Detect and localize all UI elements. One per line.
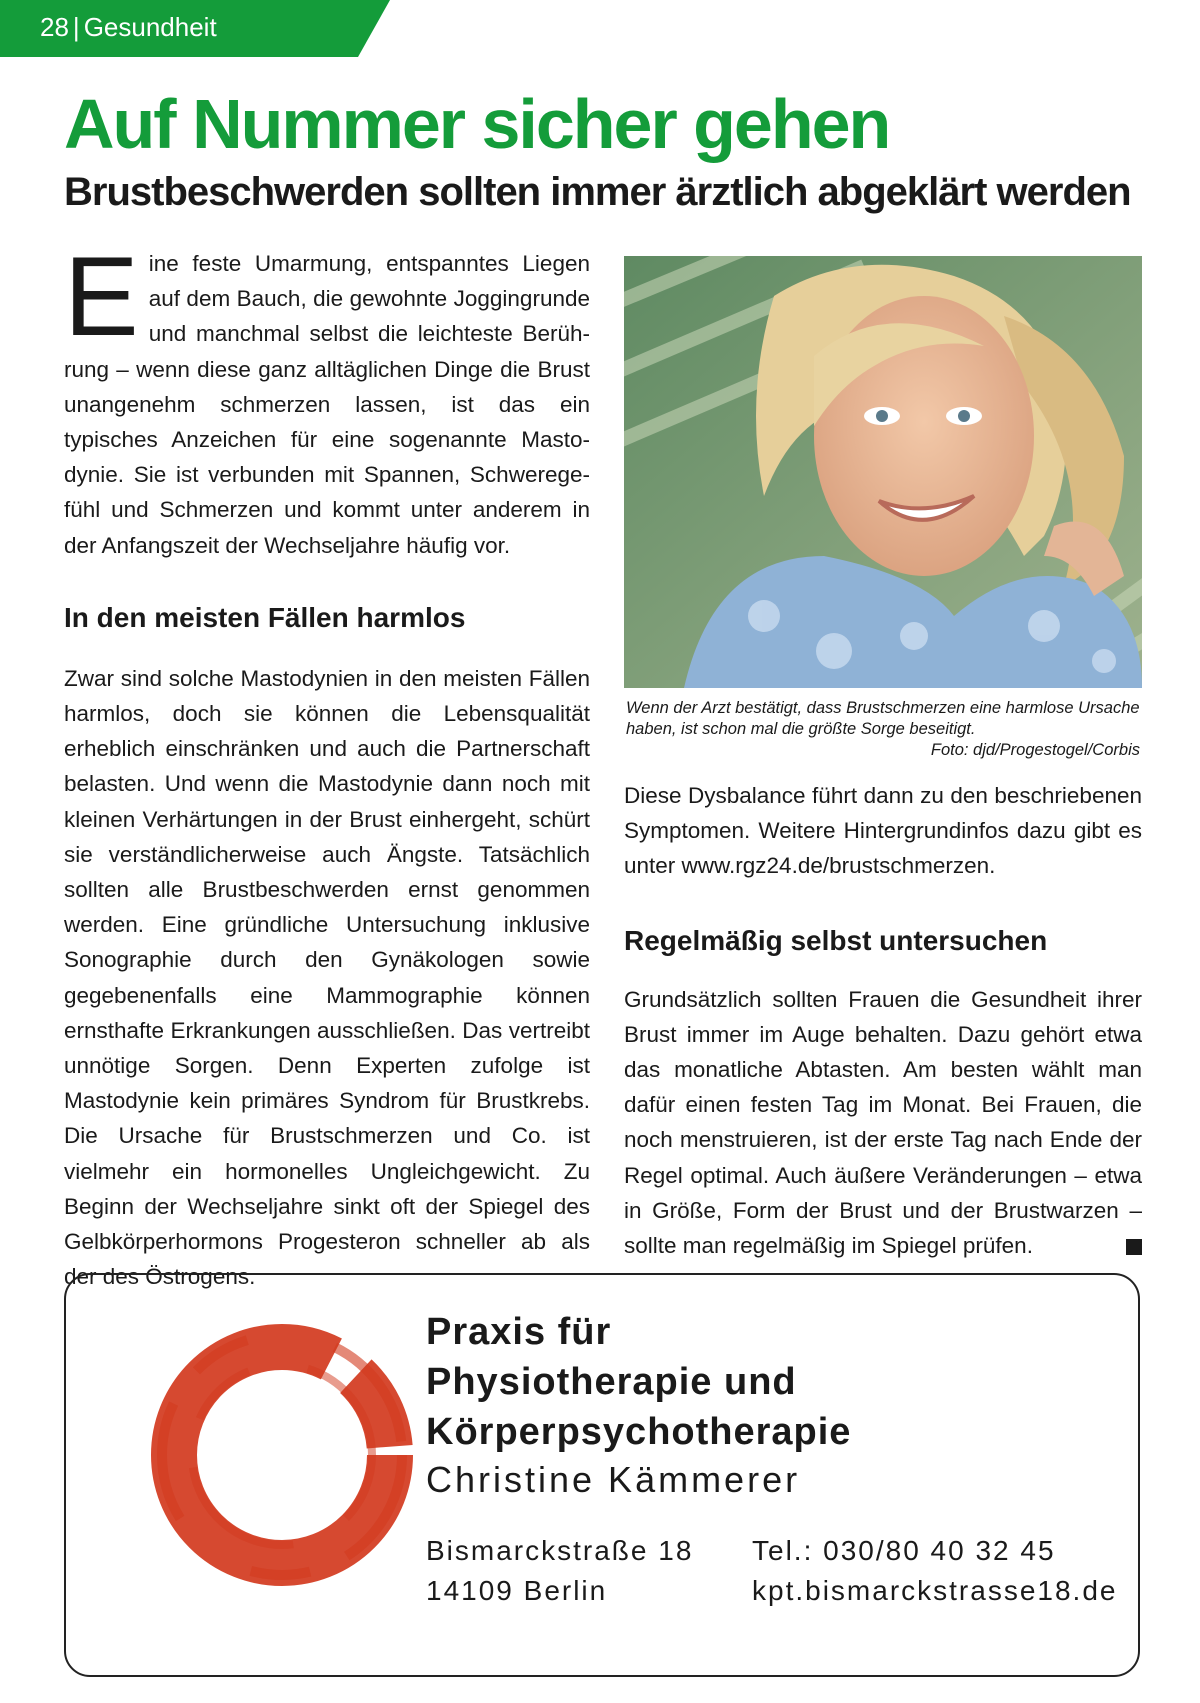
photo-credit: Foto: djd/Progestogel/Corbis	[930, 741, 1140, 759]
section-name: Gesundheit	[83, 12, 217, 42]
ad-practitioner-name: Christine Kämmerer	[426, 1459, 801, 1500]
section-tab	[0, 0, 420, 57]
section2-title: Regelmäßig selbst untersuchen	[624, 924, 1048, 956]
section1-body: Zwar sind solche Mastodynien in den meisten Fällen harmlos, doch sie können die Lebensqualität erheblich einschränken und auch die Partnerschaft belasten. Und wenn die Mastodynie dann noch mit kleinen Verhärtungen in der Brust einhergeht, schürt sie verständlicherweise auch Ängste. Tatsächlich sollten alle Brustbeschwerden ernst genommen werden. Eine gründliche Untersuchung inklusive Sonographie durch den Gynäkologen sowie gegebenenfalls eine Mammographie können ernsthafte Erkrankungen ausschließen. Das vertreibt unnötige Sorgen. Denn Experten zufolge ist Mastodynie kein primäres Syndrom für Brustkrebs. Die Ursache für Brustschmerzen und Co. ist vielmehr ein hormonelles Ungleichgewicht. Zu Beginn der Wechseljahre sinkt oft der Spiegel des Gelbkörperhormons Progesteron schneller ab als der des Östrogens.	[64, 665, 590, 1290]
headline: Auf Nummer sicher gehen	[64, 85, 890, 163]
section2-body: Grundsätzlich sollten Frauen die Gesundheit ihrer Brust immer im Auge behalten. Dazu gehört etwa das monatliche Abtasten. Am besten wählt man dafür einen festen Tag im Monat. Bei Frauen, die noch menstruieren, ist der erste Tag nach Ende der Regel optimal. Auch äußere Veränderungen – etwa in Größe, Form der Brust und der Brustwarzen – sollte man regelmäßig im Spiegel prüfen.	[624, 986, 1142, 1259]
right-column	[624, 778, 1142, 1263]
section1-title: In den meisten Fällen harmlos	[64, 601, 466, 633]
ad-title	[426, 1307, 851, 1457]
ad-title-line1: Praxis für	[426, 1311, 612, 1353]
section-label	[40, 12, 217, 43]
ad-street: Bismarckstraße 18	[426, 1535, 694, 1566]
left-column	[64, 234, 590, 1294]
ad-website: kpt.bismarckstrasse18.de	[752, 1575, 1118, 1606]
intro-paragraph	[64, 234, 590, 563]
caption-text: Wenn der Arzt bestätigt, dass Brustschmerzen eine harmlose Ursache haben, ist schon mal die größte Sorge beseitigt.	[626, 699, 1140, 738]
ad-city: 14109 Berlin	[426, 1575, 608, 1606]
ad-address	[426, 1531, 693, 1611]
page-number: 28	[40, 12, 69, 42]
intro-text: ine feste Umarmung, entspanntes Liegen auf dem Bauch, die gewohnte Joggingrunde und manchmal selbst die leichteste Berührung – wenn diese ganz alltäglichen Dinge die Brust unangenehm schmerzen lassen, ist das ein typisches Anzeichen für eine sogenannte Mastodynie. Sie ist verbunden mit Spannen, Schweregefühl und Schmerzen und kommt unter anderem in der Anfangszeit der Wechseljahre häufig vor.	[64, 251, 590, 558]
separator: |	[72, 12, 80, 42]
photo-illustration	[624, 256, 1142, 688]
ad-title-line2: Physiotherapie und	[426, 1361, 797, 1403]
ad-title-line3: Körperpsychotherapie	[426, 1411, 852, 1453]
ring-logo-icon	[132, 1305, 432, 1605]
section2-paragraph	[624, 982, 1142, 1264]
end-mark-icon	[1126, 1239, 1142, 1255]
section1-continued: Diese Dysbalance führt dann zu den beschriebenen Symptomen. Weitere Hintergrundinfos dazu gibt es unter www.rgz24.de/brustschmerzen.	[624, 783, 1142, 879]
drop-cap: E	[64, 234, 139, 359]
advertisement-box	[64, 1273, 1140, 1677]
ad-contact	[752, 1531, 1117, 1611]
ad-phone: Tel.: 030/80 40 32 45	[752, 1535, 1056, 1566]
photo-caption	[626, 698, 1140, 761]
article-photo	[624, 256, 1142, 688]
subheadline: Brustbeschwerden sollten immer ärztlich abgeklärt werden	[64, 170, 1131, 214]
